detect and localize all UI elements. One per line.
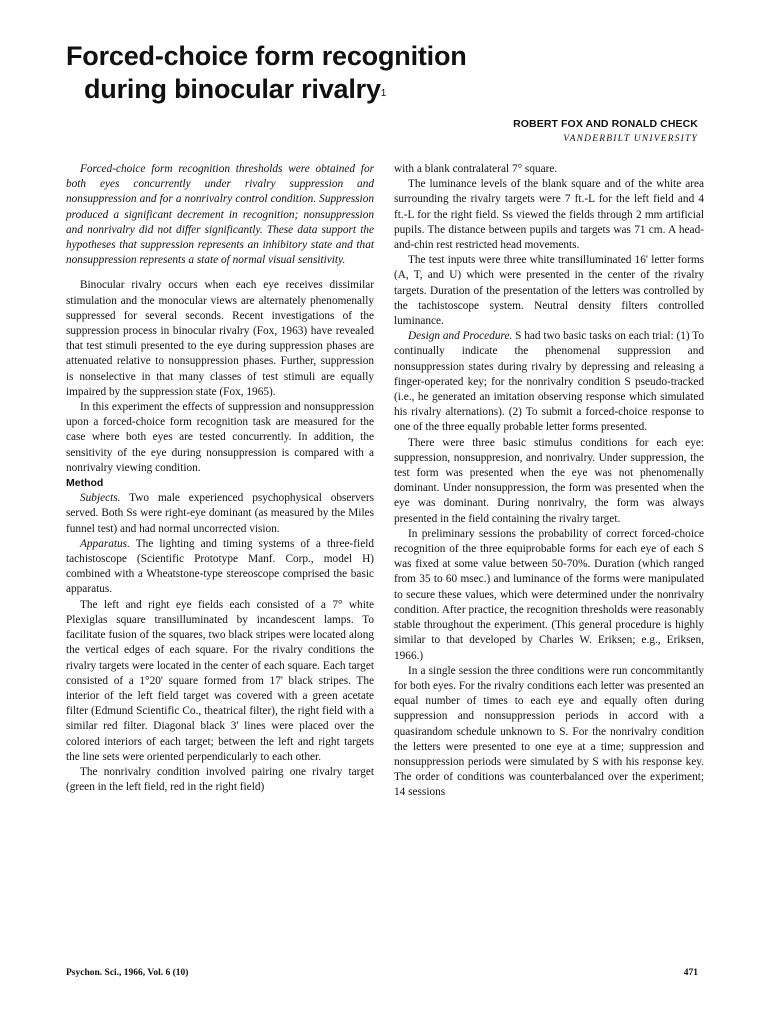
title-line-2 — [66, 73, 467, 106]
abstract: Forced-choice form recognition thresholds were obtained for both eyes concurrently under rivalry suppression and nonsuppression and for a nonrivalry control condition. Suppression produced a significant decrement in recognition; nonsuppression and nonrivalry did not differ significantly. These data support the hypotheses that suppression represents an inhibitory state and that nonsuppression represents a state of normal visual sensitivity. — [66, 163, 374, 267]
journal-citation: Psychon. Sci., 1966, Vol. 6 (10) — [66, 968, 189, 978]
subjects-label: Subjects. — [80, 492, 121, 505]
design-text: S had two basic tasks on each trial: (1) To continually indicate the phenomenal suppression and nonsuppression states during rivalry by depressing and releasing a finger-operated key; for the nonrivalry condition S pseudo-tracked (i.e., he generated an imitation observing response which simulated his rivalry alternations). (2) To submit a forced-choice response to one of the three equally probable letter forms presented. — [394, 330, 705, 434]
title-footnote-mark: 1 — [380, 88, 387, 99]
design-paragraph — [394, 329, 704, 435]
apparatus-text: The lighting and timing systems of a three-field tachistoscope (Scientific Prototype Manf. Corp., model H) combined with a Wheatstone-type stereoscope comprised the basic apparatus. — [66, 537, 374, 596]
session-paragraph: In a single session the three conditions were run concommitantly for both eyes. For the rivalry conditions each letter was presented an equal number of times to each eye and equally often during suppression and nonsuppression periods in accord with a quasirandom schedule unknown to S. For the nonrivalry condition the letters were presented to one eye at a time; suppression and nonsuppression periods were simulated by S with his response key. The order of conditions was counterbalanced over the experiment; 14 sessions — [394, 664, 704, 799]
method-heading: Method — [66, 477, 104, 490]
author-names: ROBERT FOX AND RONALD CHECK — [513, 118, 698, 130]
luminance-paragraph: The luminance levels of the blank square and of the white area surrounding the rivalry targets were 7 ft.-L for the left field and 4 ft.-L for the right field. Ss viewed the fields through 2 mm artificial pupils. The distance between pupils and targets was 71 cm. A head-and-chin rest restricted head movements. — [394, 178, 704, 252]
apparatus-paragraph-2: The left and right eye fields each consisted of a 7° white Plexiglas square transilluminated by incandescent lamps. To facilitate fusion of the squares, two black stripes were located along the vertical edges of each square. For the rivalry conditions the rivalry targets were located in the center of each square. Each target consisted of a 1°20' square formed from 17' black stripes. The interior of the left field target was covered with a green acetate filter (Edmund Scientific Co., theatrical filter), the right field with a similar red filter. Diagonal black 3' lines were placed over the colored interiors of each target; between the left and right targets the line sets were oriented perpendicularly to each other. — [66, 598, 374, 763]
left-column — [66, 162, 374, 795]
apparatus-paragraph — [66, 537, 374, 598]
paper-title — [66, 40, 467, 106]
title-line-1: Forced-choice form recognition — [66, 41, 467, 71]
right-column — [394, 162, 704, 801]
author-affiliation: VANDERBILT UNIVERSITY — [563, 134, 698, 144]
test-inputs-paragraph: The test inputs were three white transilluminated 16' letter forms (A, T, and U) which were presented in the center of the rivalry targets. Duration of the presentation of the letters was controlled by the tachistoscope system. Neutral density filters controlled luminance. — [394, 254, 704, 328]
design-label: Design and Procedure. — [408, 330, 513, 343]
conditions-paragraph: There were three basic stimulus conditions for each eye: suppression, nonsuppresion, and nonrivalry. Under suppression, the test form was presented when the eye was not phenomenally dominant. Under nonsuppression, the form was presented when the eye was dominant. During nonrivalry, the form was always presented in the field containing the rivalry target. — [394, 436, 704, 525]
subjects-text: Two male experienced psychophysical observers served. Both Ss were right-eye dominant (as measured by the Miles funnel test) and had normal uncorrected vision. — [66, 492, 374, 535]
continued-text: with a blank contralateral 7° square. — [394, 163, 558, 175]
page-number: 471 — [683, 968, 698, 978]
title-line-2-text: during binocular rivalry — [84, 74, 381, 104]
subjects-paragraph — [66, 491, 374, 537]
apparatus-label: Apparatus. — [80, 537, 130, 550]
apparatus-paragraph-3: The nonrivalry condition involved pairing one rivalry target (green in the left field, red in the right field) — [66, 765, 374, 794]
intro-paragraph-1: Binocular rivalry occurs when each eye receives dissimilar stimulation and the monocular views are alternately phenomenally suppressed for several seconds. Recent investigations of the suppression process in binocular rivalry (Fox, 1963) have revealed that test stimuli presented to the eye during suppression phases are attenuated relative to nonsuppression phases. Further, suppression is nonselective in that many classes of test stimuli are equally impaired by the suppression state (Fox, 1965). — [66, 279, 374, 398]
intro-paragraph-2: In this experiment the effects of suppression and nonsuppression upon a forced-choice form recognition task are measured for the case where both eyes are tested concurrently. In addition, the sensitivity of the eye during nonsuppression is compared with a nonrivalry viewing condition. — [66, 401, 374, 474]
preliminary-paragraph: In preliminary sessions the probability of correct forced-choice recognition of the three equiprobable forms for each eye of each S was fixed at some value between 50-70%. Duration (which ranged from 35 to 60 msec.) and luminance of the forms were manipulated to secure these values, which were determined under the nonrivalry condition. After practice, the recognition thresholds were reasonably stable throughout the experiment. (This general procedure is highly similar to that developed by Charles W. Eriksen; e.g., Eriksen, 1966.) — [394, 527, 704, 662]
